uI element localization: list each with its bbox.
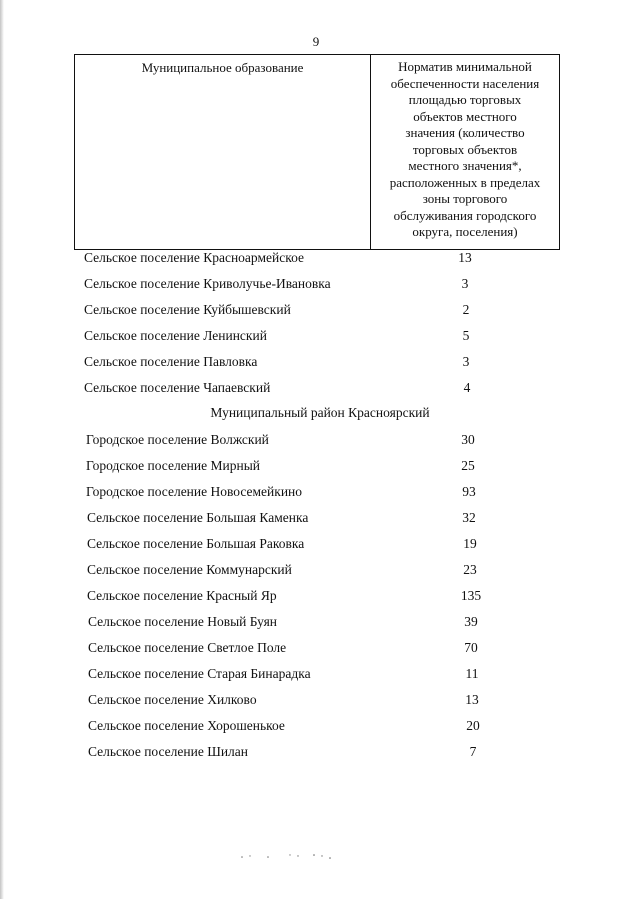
row-name: Городское поселение Мирный: [86, 458, 260, 473]
row-name: Сельское поселение Хилково: [88, 692, 257, 707]
header-norm-line: значения (количество: [405, 125, 525, 140]
table-row: [0, 692, 640, 712]
row-name: Сельское поселение Коммунарский: [87, 562, 292, 577]
header-norm-line: местного значения*,: [408, 158, 522, 173]
header-norm-line: расположенных в пределах: [389, 174, 541, 190]
table-row: [0, 744, 640, 764]
row-value: 7: [469, 744, 477, 759]
row-name: Сельское поселение Красноармейское: [84, 250, 304, 265]
header-norm-line: округа, поселения): [412, 224, 518, 239]
table-row: [0, 536, 640, 556]
row-name: Сельское поселение Красный Яр: [87, 588, 277, 603]
header-norm-line: зоны торгового: [422, 191, 508, 206]
row-value: 4: [463, 380, 471, 395]
table-row: [0, 328, 640, 348]
page-number: 9: [312, 34, 320, 49]
row-value: 3: [461, 276, 469, 291]
row-value: 23: [463, 562, 477, 577]
table-row: [0, 250, 640, 270]
row-value: 11: [465, 666, 479, 681]
section-title: Муниципальный район Красноярский: [210, 405, 430, 420]
table-row: [0, 276, 640, 296]
header-norm-line: объектов местного: [413, 108, 517, 124]
header-norm-line: обслуживания городского: [393, 207, 537, 223]
row-value: 39: [464, 614, 478, 629]
row-value: 93: [462, 484, 476, 499]
header-norm-line: Норматив минимальной: [398, 59, 532, 74]
header-municipality: Муниципальное образование: [75, 55, 371, 249]
row-name: Городское поселение Волжский: [86, 432, 269, 447]
table-row: [0, 302, 640, 322]
table-row: [0, 510, 640, 530]
row-name: Сельское поселение Новый Буян: [88, 614, 278, 629]
row-name: Сельское поселение Хорошенькое: [88, 718, 285, 733]
row-value: 20: [466, 718, 480, 733]
row-value: 32: [462, 510, 476, 525]
table-row: [0, 562, 640, 582]
row-value: 13: [458, 250, 472, 265]
row-name: Сельское поселение Большая Раковка: [87, 536, 305, 551]
row-name: Сельское поселение Ленинский: [84, 328, 267, 343]
row-name: Сельское поселение Павловка: [84, 354, 258, 369]
row-name: Сельское поселение Шилан: [88, 744, 249, 759]
row-value: 2: [462, 302, 470, 317]
table-row: [0, 458, 640, 478]
header-norm-line: обеспеченности населения: [390, 75, 540, 91]
table-row: [0, 432, 640, 452]
table-row: [0, 354, 640, 374]
header-norm-line: площадью торговых: [408, 92, 522, 107]
row-value: 19: [463, 536, 477, 551]
row-name: Сельское поселение Старая Бинарадка: [88, 666, 311, 681]
table-row: [0, 718, 640, 738]
table-row: [0, 640, 640, 660]
table-header: [74, 54, 560, 250]
table-row: [0, 380, 640, 400]
header-norm-line: торговых объектов: [412, 141, 518, 157]
row-name: Сельское поселение Криволучье-Ивановка: [84, 276, 331, 291]
row-value: 70: [464, 640, 478, 655]
table-row: [0, 588, 640, 608]
row-value: 25: [461, 458, 475, 473]
table-row: [0, 484, 640, 504]
row-value: 3: [462, 354, 470, 369]
row-name: Сельское поселение Чапаевский: [84, 380, 271, 395]
header-norm: [371, 55, 559, 249]
row-name: Сельское поселение Куйбышевский: [84, 302, 291, 317]
row-name: Сельское поселение Большая Каменка: [87, 510, 309, 525]
row-value: 5: [462, 328, 470, 343]
row-name: Сельское поселение Светлое Поле: [88, 640, 287, 655]
scan-artifact-marks: [238, 852, 348, 862]
row-name: Городское поселение Новосемейкино: [86, 484, 303, 499]
row-value: 135: [460, 588, 482, 603]
table-row: [0, 666, 640, 686]
table-row: [0, 614, 640, 634]
row-value: 30: [461, 432, 475, 447]
row-value: 13: [465, 692, 479, 707]
